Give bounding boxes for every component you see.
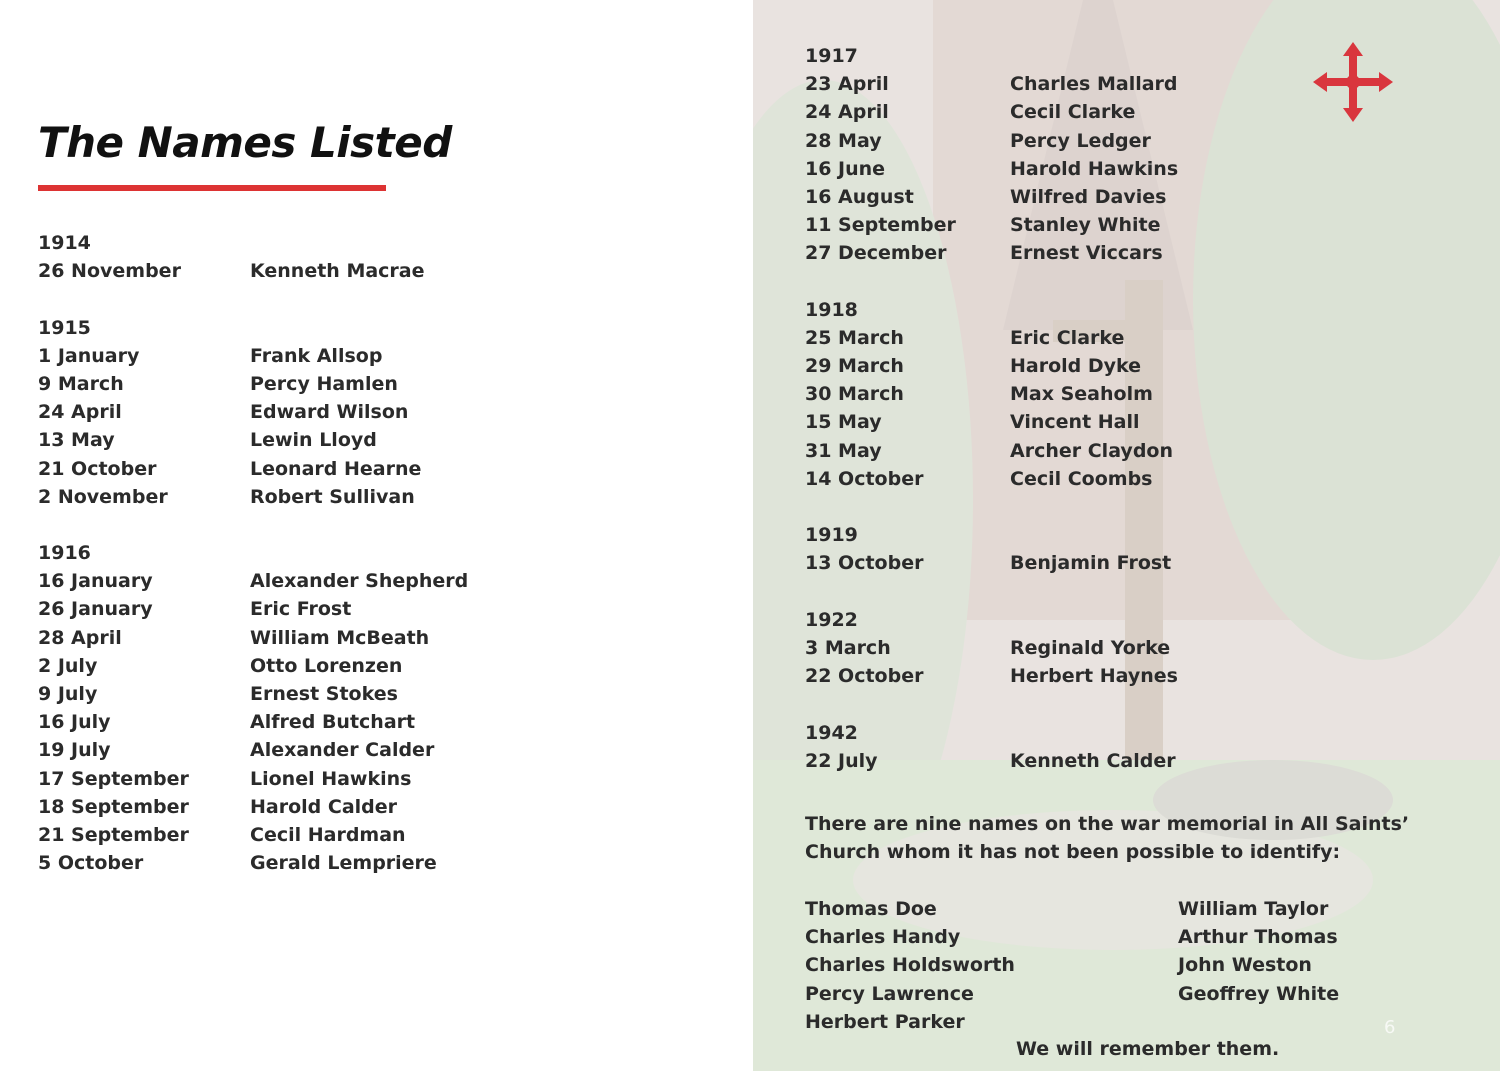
list-item — [805, 183, 1167, 211]
entry-date: 9 March — [38, 372, 124, 395]
entry-date: 16 June — [805, 157, 886, 180]
list-item — [38, 567, 469, 595]
entry-date: 13 May — [38, 429, 115, 452]
entry-date: 25 March — [805, 326, 904, 349]
entry-name: Vincent Hall — [1010, 411, 1140, 434]
unidentified-name: Herbert Parker — [805, 1010, 965, 1033]
entry-name: Lewin Lloyd — [250, 429, 377, 452]
entry-name: Ernest Stokes — [250, 683, 398, 705]
entry-date: 3 March — [805, 636, 891, 659]
list-item — [805, 239, 1163, 267]
list-item — [38, 257, 425, 285]
list-item — [805, 465, 1153, 493]
entry-date: 21 September — [38, 823, 189, 846]
unidentified-name: William Taylor — [1178, 898, 1329, 920]
list-item — [38, 736, 435, 764]
entry-name: Frank Allsop — [250, 344, 383, 367]
entry-name: Wilfred Davies — [1010, 185, 1167, 208]
section-gap — [805, 578, 956, 606]
list-item — [805, 662, 1178, 690]
section-gap — [805, 690, 956, 718]
list-item — [805, 380, 1153, 408]
entry-date: 18 September — [38, 795, 189, 818]
entry-name: Stanley White — [1010, 214, 1161, 237]
cross-icon — [1313, 42, 1393, 122]
entry-name: Archer Claydon — [1010, 439, 1173, 462]
entry-date: 11 September — [805, 214, 956, 237]
list-item — [805, 352, 1142, 380]
section-gap — [805, 493, 956, 521]
section-gap — [805, 268, 956, 296]
list-item — [805, 127, 1151, 155]
entry-date: 22 July — [805, 749, 878, 772]
year-heading: 1918 — [805, 298, 858, 321]
entry-date: 17 September — [38, 767, 189, 790]
entry-date: 24 April — [38, 401, 122, 424]
list-item — [38, 765, 412, 793]
list-item — [805, 437, 1173, 465]
entry-date: 5 October — [38, 852, 144, 875]
unidentified-note: There are nine names on the war memorial in All Saints’ Church whom it has not been possible to identify: — [805, 813, 1410, 864]
list-item — [805, 408, 1140, 436]
section-gap — [38, 285, 189, 313]
year-heading: 1942 — [805, 721, 858, 744]
entry-date: 30 March — [805, 383, 904, 406]
entry-name: Percy Ledger — [1010, 129, 1151, 152]
list-item — [38, 821, 406, 849]
entry-name: Leonard Hearne — [250, 457, 422, 480]
entry-name: Harold Hawkins — [1010, 157, 1179, 180]
unidentified-name: Percy Lawrence — [805, 982, 974, 1005]
year-heading: 1922 — [805, 608, 858, 631]
entry-date: 26 November — [38, 260, 181, 283]
entry-date: 2 July — [38, 654, 98, 677]
entry-name: Herbert Haynes — [1010, 665, 1178, 688]
list-item — [38, 652, 403, 680]
list-item — [38, 680, 398, 708]
unidentified-names-right — [1178, 895, 1339, 1008]
list-item — [805, 324, 1125, 352]
entry-date: 23 April — [805, 73, 889, 96]
unidentified-name: Arthur Thomas — [1178, 926, 1338, 949]
title-underline — [38, 185, 386, 191]
entry-date: 22 October — [805, 665, 924, 688]
list-item — [805, 634, 1171, 662]
entry-name: Harold Dyke — [1010, 355, 1142, 378]
entry-date: 9 July — [38, 683, 98, 705]
entry-name: Reginald Yorke — [1010, 636, 1171, 659]
entry-date: 16 August — [805, 185, 914, 208]
entry-date: 27 December — [805, 242, 947, 265]
year-heading: 1919 — [805, 524, 858, 547]
entry-date: 28 April — [38, 626, 122, 649]
unidentified-name: Charles Handy — [805, 926, 961, 949]
entry-date: 28 May — [805, 129, 882, 152]
list-item — [38, 708, 416, 736]
list-item — [38, 595, 352, 623]
entry-name: Charles Mallard — [1010, 73, 1178, 96]
entry-date: 29 March — [805, 355, 904, 378]
list-item — [805, 155, 1179, 183]
entry-date: 14 October — [805, 467, 924, 490]
entry-name: Edward Wilson — [250, 401, 409, 424]
list-item — [805, 211, 1161, 239]
entry-name: Cecil Coombs — [1010, 467, 1153, 490]
entry-date: 15 May — [805, 411, 882, 434]
entry-date: 16 January — [38, 570, 153, 593]
list-item — [805, 747, 1176, 775]
right-name-list — [805, 42, 1179, 775]
entry-name: Benjamin Frost — [1010, 552, 1172, 575]
entry-name: Robert Sullivan — [250, 485, 415, 508]
list-item — [38, 370, 398, 398]
entry-name: Kenneth Calder — [1010, 749, 1176, 772]
entry-name: Ernest Viccars — [1010, 242, 1163, 265]
entry-date: 21 October — [38, 457, 157, 480]
list-item — [38, 426, 377, 454]
entry-date: 26 January — [38, 598, 153, 621]
entry-name: Alexander Calder — [250, 739, 435, 762]
page-number: 6 — [1384, 1017, 1396, 1038]
entry-date: 19 July — [38, 739, 111, 762]
entry-name: Otto Lorenzen — [250, 654, 403, 677]
entry-name: Alexander Shepherd — [250, 570, 469, 593]
unidentified-names-left — [805, 895, 1015, 1036]
unidentified-name: Thomas Doe — [805, 898, 937, 920]
unidentified-name: Geoffrey White — [1178, 982, 1340, 1005]
year-heading: 1914 — [38, 232, 91, 254]
list-item — [805, 549, 1172, 577]
list-item — [38, 624, 430, 652]
left-name-list — [38, 229, 469, 877]
entry-name: Cecil Hardman — [250, 823, 406, 846]
list-item — [805, 98, 1136, 126]
entry-name: Eric Clarke — [1010, 326, 1125, 349]
list-item — [38, 342, 383, 370]
entry-date: 24 April — [805, 101, 889, 124]
unidentified-name: John Weston — [1178, 954, 1312, 977]
entry-name: Eric Frost — [250, 598, 352, 621]
list-item — [38, 483, 415, 511]
entry-name: Lionel Hawkins — [250, 767, 412, 790]
year-heading: 1916 — [38, 542, 91, 565]
list-item — [38, 849, 437, 877]
entry-date: 2 November — [38, 485, 168, 508]
entry-name: William McBeath — [250, 626, 430, 649]
entry-date: 16 July — [38, 711, 111, 734]
entry-date: 31 May — [805, 439, 882, 462]
entry-date: 1 January — [38, 344, 140, 367]
entry-name: Percy Hamlen — [250, 372, 398, 395]
list-item — [38, 455, 422, 483]
unidentified-name: Charles Holdsworth — [805, 954, 1015, 977]
entry-date: 13 October — [805, 552, 924, 575]
entry-name: Kenneth Macrae — [250, 260, 425, 283]
section-gap — [38, 511, 189, 539]
year-heading: 1917 — [805, 45, 858, 67]
list-item — [38, 398, 409, 426]
year-heading: 1915 — [38, 316, 91, 339]
entry-name: Cecil Clarke — [1010, 101, 1136, 124]
list-item — [38, 793, 398, 821]
closing-line: We will remember them. — [1016, 1038, 1280, 1060]
right-page — [753, 0, 1500, 1071]
entry-name: Harold Calder — [250, 795, 398, 818]
entry-name: Alfred Butchart — [250, 711, 416, 734]
entry-name: Max Seaholm — [1010, 383, 1153, 406]
entry-name: Gerald Lempriere — [250, 852, 437, 875]
page-title: The Names Listed — [38, 118, 452, 167]
list-item — [805, 70, 1178, 98]
